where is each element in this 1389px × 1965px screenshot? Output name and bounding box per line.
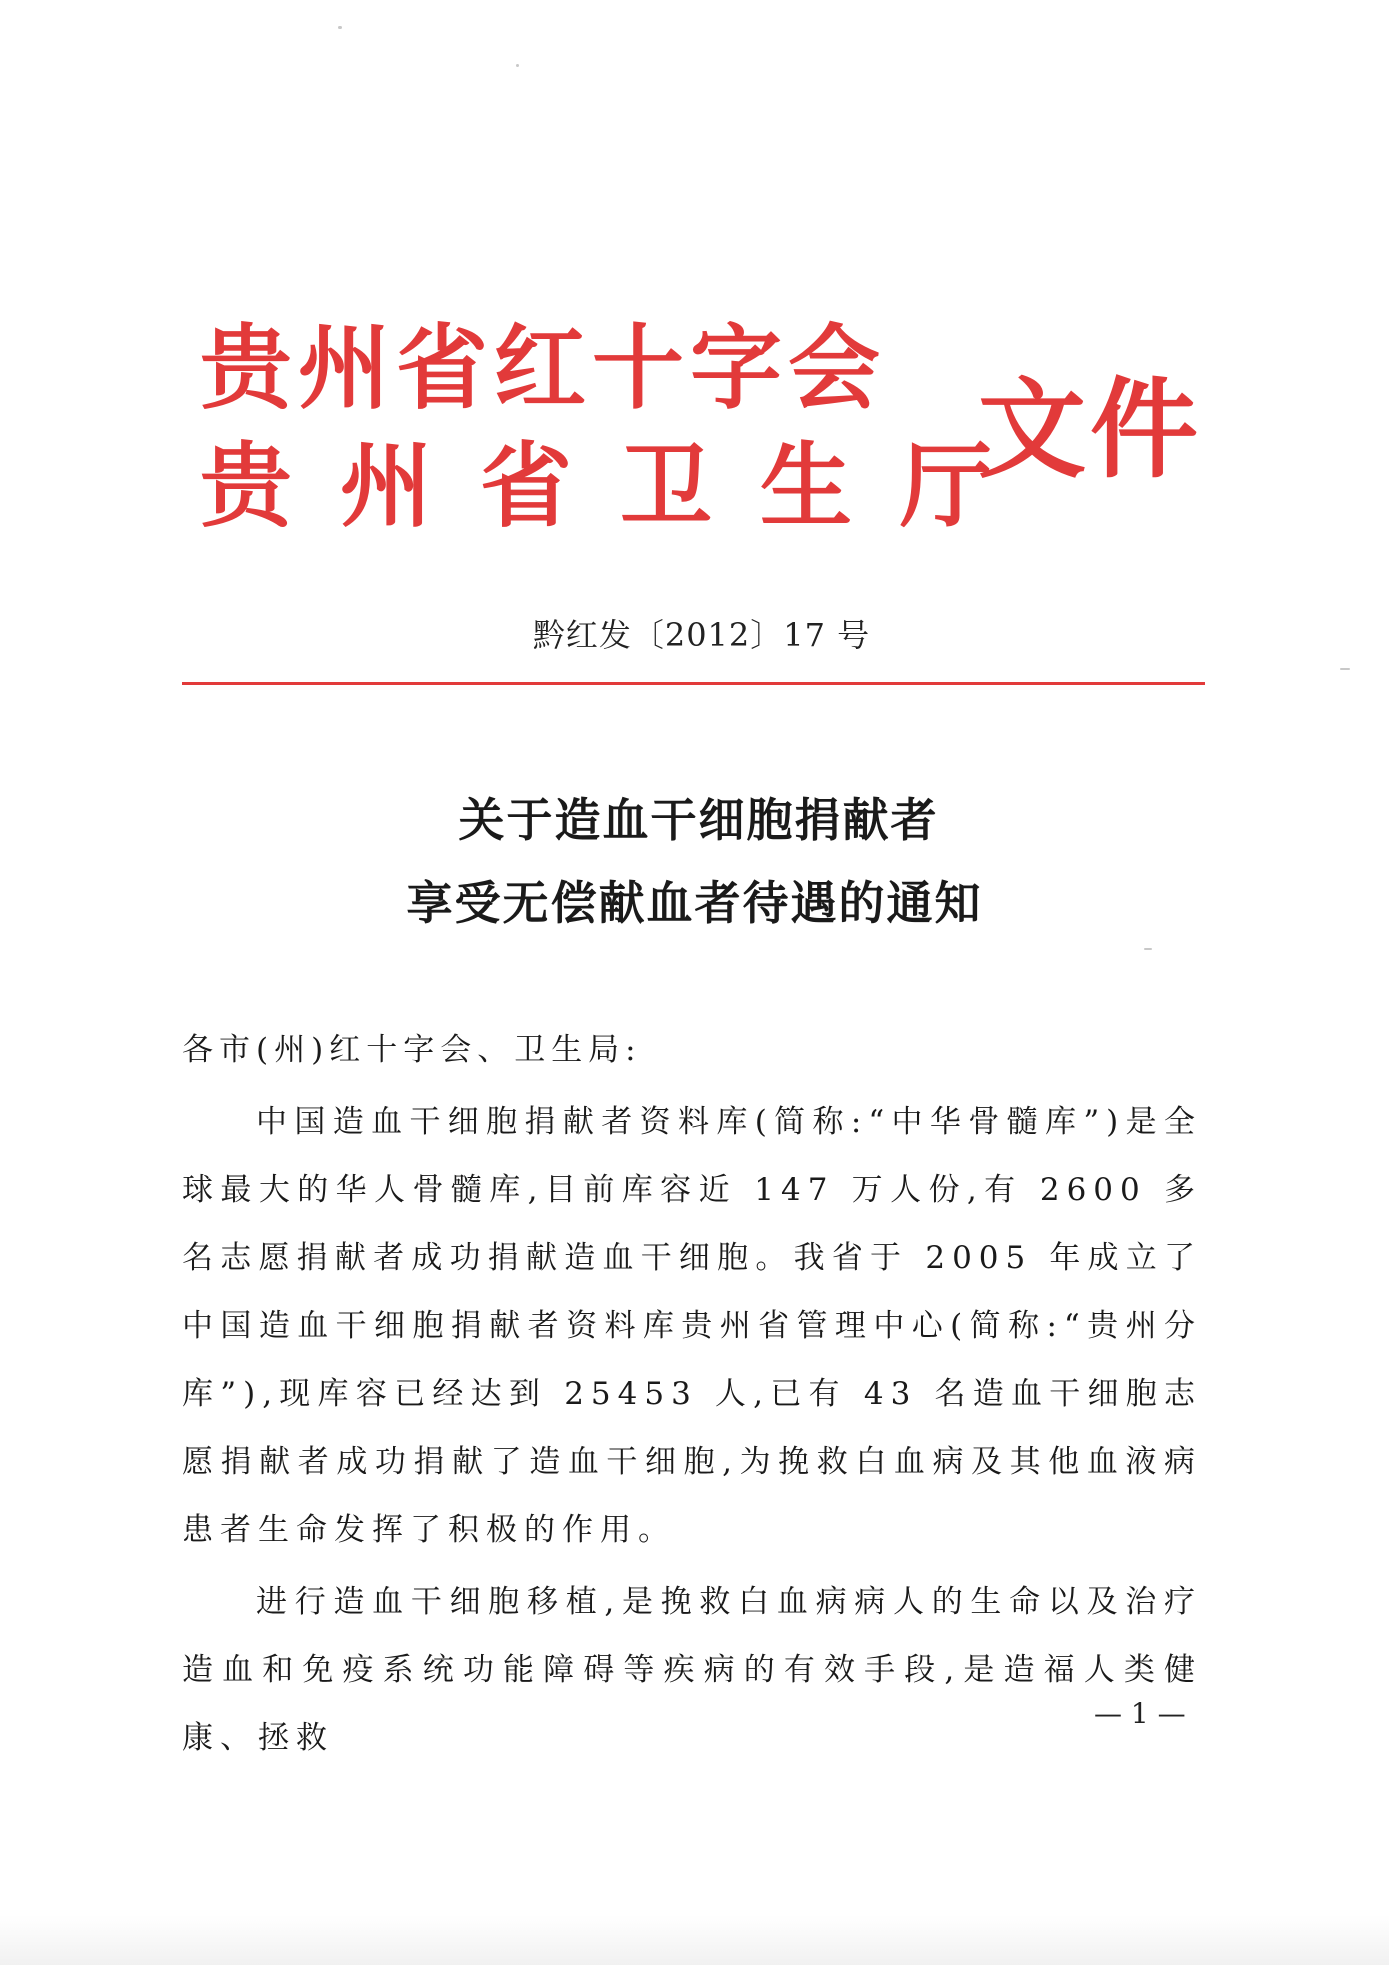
scan-speck <box>516 64 519 67</box>
document-number: 黔红发〔2012〕17 号 <box>532 616 871 654</box>
red-divider-line <box>182 682 1205 685</box>
document-title-line-2: 享受无偿献血者待遇的通知 <box>406 876 983 930</box>
document-title-line-1: 关于造血干细胞捐献者 <box>458 793 939 847</box>
page-number: — 1 — <box>1094 1697 1186 1730</box>
issuer-health-department: 贵州省卫生厅 <box>200 432 1041 540</box>
scan-speck <box>338 26 342 29</box>
scan-bottom-edge <box>0 1915 1389 1965</box>
scan-speck <box>1340 668 1350 670</box>
red-masthead <box>200 314 1203 540</box>
body-paragraph-2: 进行造血干细胞移植,是挽救白血病病人的生命以及治疗造血和免疫系统功能障碍等疾病的有效手段,是造福人类健康、拯救 <box>182 1584 1202 1756</box>
salutation: 各市(州)红十字会、卫生局: <box>182 1032 642 1068</box>
scan-speck <box>1144 948 1152 950</box>
document-word: 文件 <box>978 367 1203 493</box>
issuer-red-cross: 贵州省红十字会 <box>200 314 887 422</box>
body-paragraph-1: 中国造血干细胞捐献者资料库(简称:“中华骨髓库”)是全球最大的华人骨髓库,目前库容近 147 万人份,有 2600 多名志愿捐献者成功捐献造血干细胞。我省于 2005 年成立了中国造血干细胞捐献者资料库贵州省管理中心(简称:“贵州分库”),现库容已经达到 25453 人,已有 43 名造血干细胞志愿捐献者成功捐献了造血干细胞,为挽救白血病及其他血液病患者生命发挥了积极的作用。 <box>182 1104 1202 1548</box>
